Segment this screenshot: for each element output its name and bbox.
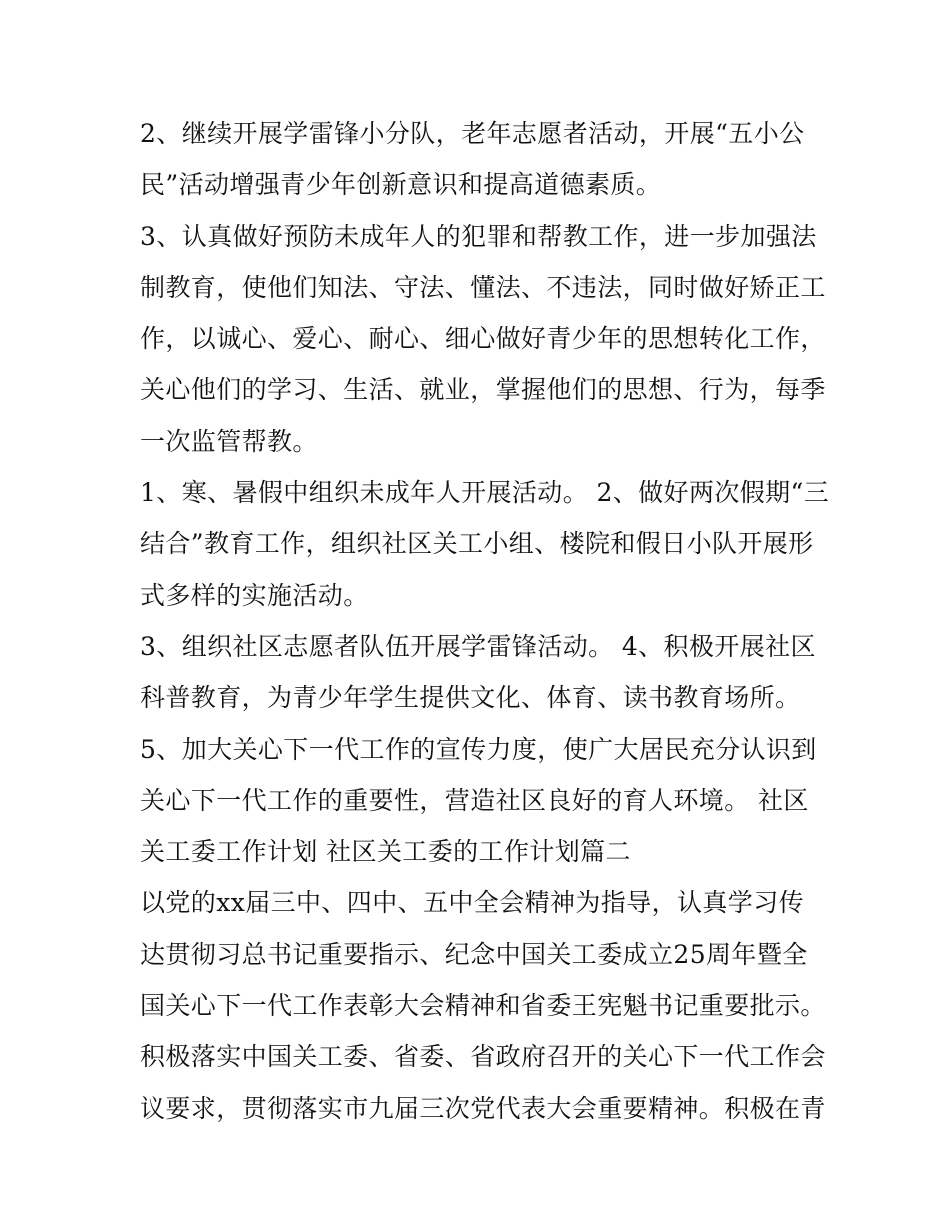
text-line-14: 关心下一代工作的重要性，营造社区良好的育人环境。 社区: [140, 785, 809, 815]
text-line-17: 达贯彻习总书记重要指示、纪念中国关工委成立25周年暨全: [140, 939, 808, 969]
text-line-4: 制教育，使他们知法、守法、懂法、不违法，同时做好矫正工: [140, 272, 826, 302]
text-line-18: 国关心下一代工作表彰大会精神和省委王宪魁书记重要批示。: [140, 991, 826, 1021]
document-body: [140, 108, 830, 1134]
text-line-16: 以党的xx届三中、四中、五中全会精神为指导，认真学习传: [140, 888, 805, 918]
text-line-10: 式多样的实施活动。: [140, 580, 369, 610]
text-line-8: 1、寒、暑假中组织未成年人开展活动。 2、做好两次假期“三: [140, 478, 830, 508]
text-line-6: 关心他们的学习、生活、就业，掌握他们的思想、行为，每季: [140, 375, 826, 405]
text-line-15: 关工委工作计划 社区关工委的工作计划篇二: [140, 837, 631, 867]
text-line-1: 2、继续开展学雷锋小分队，老年志愿者活动，开展“五小公: [140, 119, 805, 148]
text-line-11: 3、组织社区志愿者队伍开展学雷锋活动。 4、积极开展社区: [140, 631, 816, 661]
text-line-7: 一次监管帮教。: [140, 426, 318, 456]
text-line-20: 议要求，贯彻落实市九届三次党代表大会重要精神。积极在青: [140, 1093, 826, 1123]
text-line-13: 5、加大关心下一代工作的宣传力度，使广大居民充分认识到: [140, 734, 817, 764]
text-line-9: 结合”教育工作，组织社区关工小组、楼院和假日小队开展形: [140, 529, 814, 559]
text-line-12: 科普教育，为青少年学生提供文化、体育、读书教育场所。: [140, 683, 801, 713]
text-line-19: 积极落实中国关工委、省委、省政府召开的关心下一代工作会: [140, 1042, 826, 1072]
text-line-5: 作，以诚心、爱心、耐心、细心做好青少年的思想转化工作，: [140, 324, 826, 354]
text-line-2: 民”活动增强青少年创新意识和提高道德素质。: [140, 170, 662, 200]
text-line-3: 3、认真做好预防未成年人的犯罪和帮教工作，进一步加强法: [140, 221, 817, 251]
